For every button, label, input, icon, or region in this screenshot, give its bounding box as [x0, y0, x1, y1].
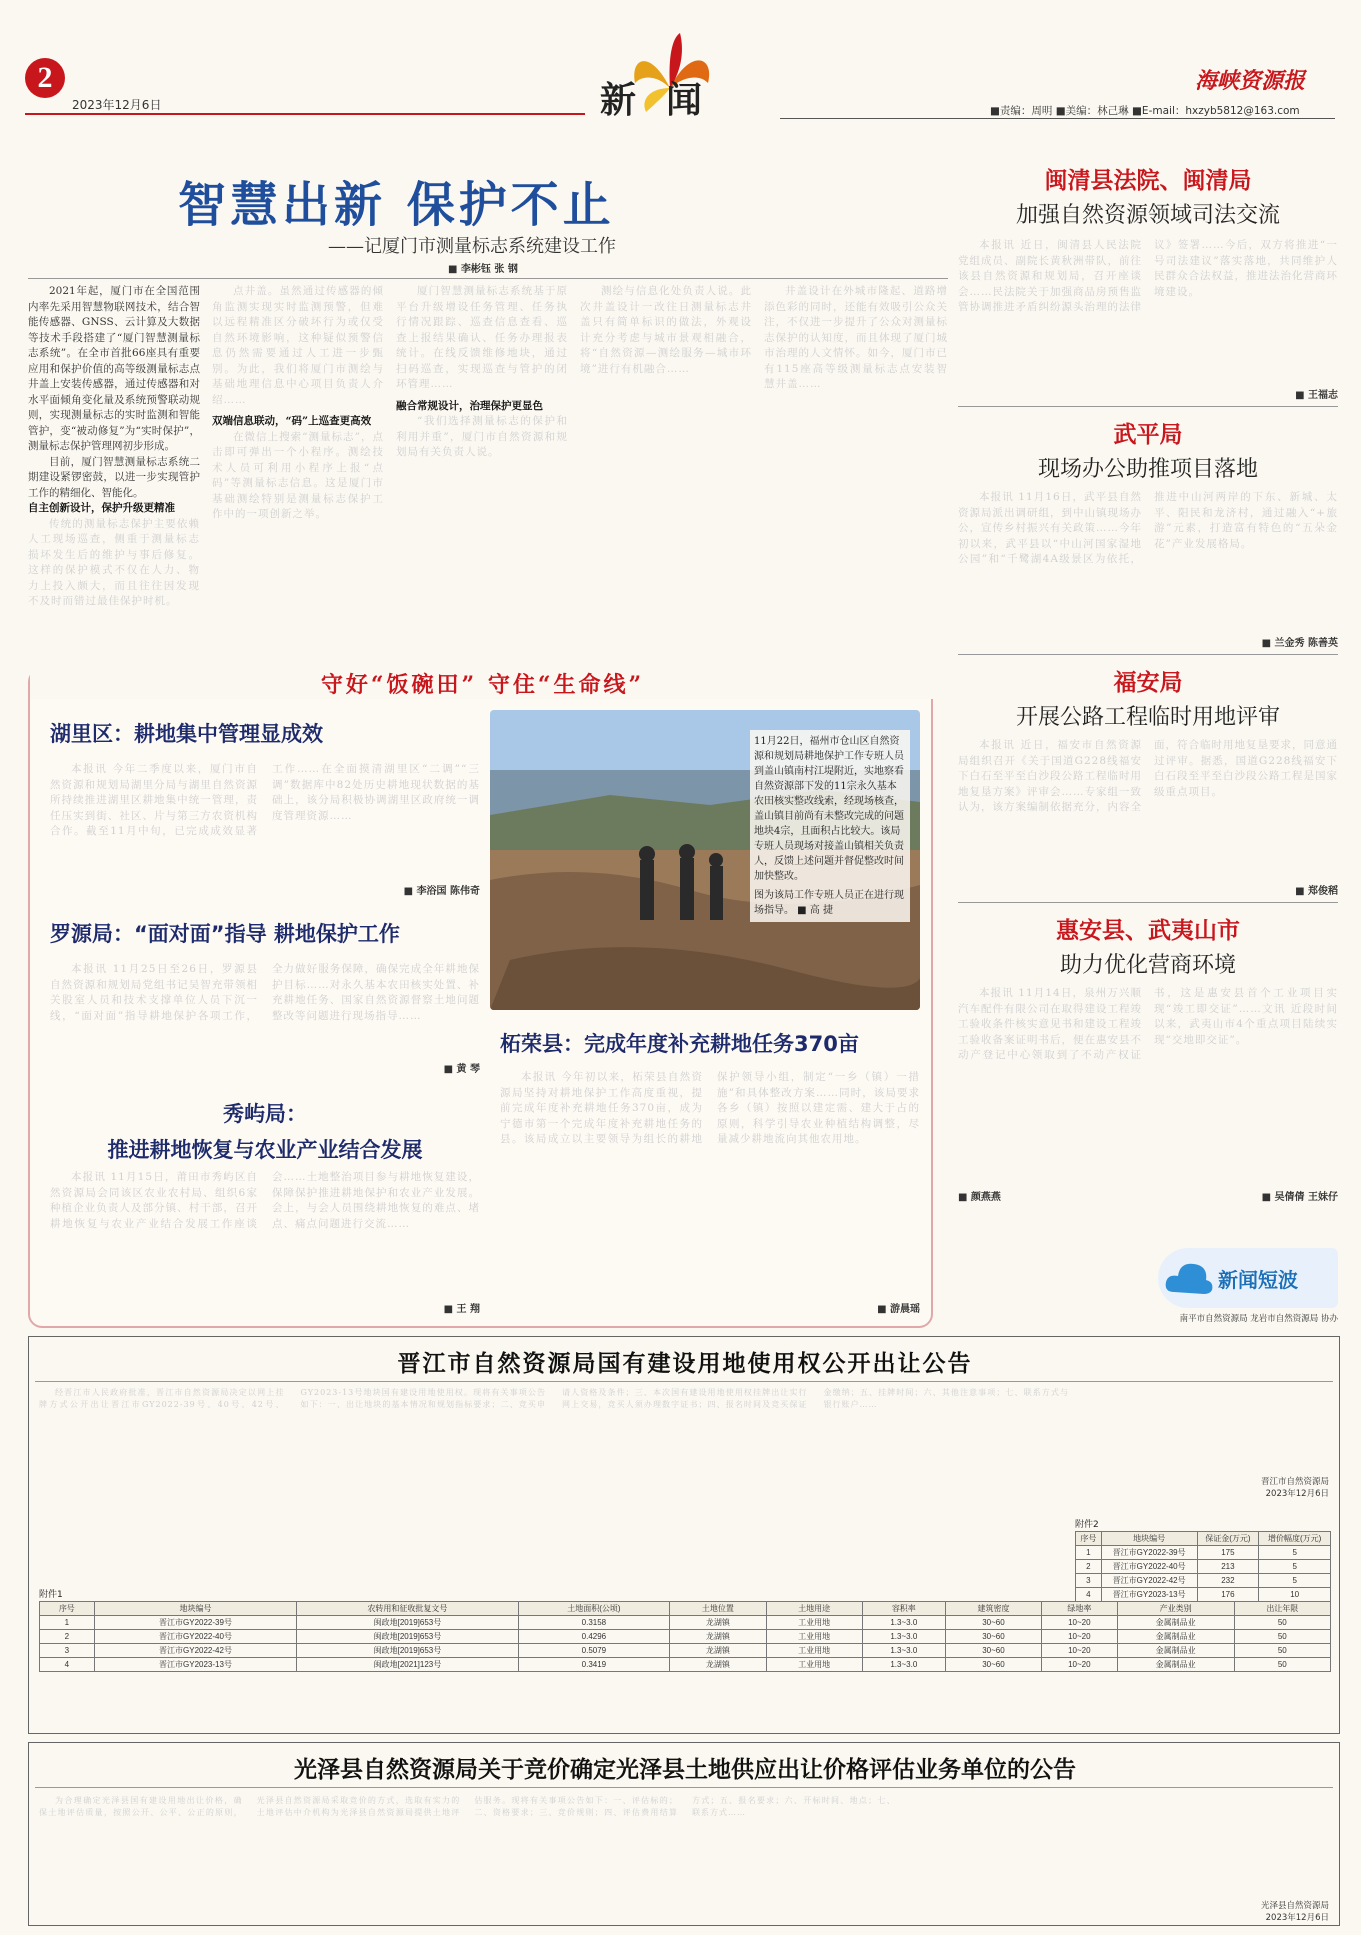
- xiuyu-title-line2: 推进耕地恢复与农业产业结合发展: [107, 1138, 423, 1162]
- table-cell: 3: [40, 1644, 95, 1658]
- attach1-th: 地块编号: [94, 1602, 297, 1616]
- table-row: [40, 1630, 1331, 1644]
- attach2-th: 保证金(万元): [1197, 1532, 1259, 1546]
- section-char-1: 新: [600, 79, 667, 121]
- article-d-byline: ■ 吴倩倩 王妹仔: [1261, 1192, 1338, 1203]
- attach1-th: 绿地率: [1042, 1602, 1117, 1616]
- main-col3-subhead: 融合常规设计，治理保护更显色: [396, 399, 543, 412]
- main-col-1: [28, 284, 200, 654]
- luoyuan-byline: ■ 黄 琴: [443, 1064, 480, 1075]
- photo-caption: [750, 730, 910, 922]
- table-cell: 50: [1234, 1644, 1330, 1658]
- table-cell: 232: [1197, 1574, 1259, 1588]
- article-c-subtitle: 开展公路工程临时用地评审: [1015, 705, 1280, 730]
- attach1-header-row: [40, 1602, 1331, 1616]
- article-a-title: 闽清县法院、闽清局: [1044, 167, 1252, 194]
- table-cell: 晋江市GY2022-40号: [1101, 1560, 1197, 1574]
- table-cell: 晋江市GY2023-13号: [1101, 1588, 1197, 1602]
- table-cell: 工业用地: [766, 1644, 862, 1658]
- table-cell: 龙湖镇: [670, 1658, 766, 1672]
- attach1-th: 容积率: [862, 1602, 945, 1616]
- table-cell: 30~60: [945, 1616, 1041, 1630]
- table-cell: 2: [40, 1630, 95, 1644]
- notice2-sign: [1159, 1899, 1329, 1923]
- right-rule-2: [958, 654, 1338, 655]
- notice1-sign-date: 2023年12月6日: [1265, 1489, 1329, 1499]
- table-cell: 5: [1259, 1574, 1331, 1588]
- table-cell: 1.3~3.0: [862, 1630, 945, 1644]
- table-cell: 0.4296: [518, 1630, 670, 1644]
- right-column: [958, 128, 1338, 1328]
- table-cell: 10~20: [1042, 1644, 1117, 1658]
- notice2-sign-org: 光泽县自然资源局: [1260, 1901, 1329, 1911]
- table-cell: 50: [1234, 1630, 1330, 1644]
- main-col-2: [212, 284, 384, 654]
- table-cell: 闽政地[2021]123号: [297, 1658, 518, 1672]
- main-col1-subhead: 自主创新设计，保护升级更精准: [28, 502, 175, 514]
- huli-body-filler: 本报讯 今年二季度以来，厦门市自然资源和规划局湖里分局与湖里自然资源所持续推进湖里区耕地集中统一管理，责任压实到街、社区、片与第三方农资机构合作。截至11月中旬，已完成成效显著工作……在全面摸清湖里区“二调”“三调”数据库中82处历史耕地现状数据的基础上，该分局积极协调湖里区政府统一调度管理资源……: [50, 763, 480, 837]
- editor-line: ■责编：周明 ■美编：林己琳 ■E-mail：hxzyb5812@163.com: [990, 105, 1300, 117]
- editor-rule: [780, 118, 1335, 119]
- brand-logo: 海峡资源报: [1195, 68, 1306, 94]
- article-b-title: 武平局: [1113, 421, 1183, 448]
- xiuyu-body: [50, 1170, 480, 1300]
- article-b-byline: ■ 兰金秀 陈善英: [1261, 638, 1338, 649]
- main-col2-filler: 点井盖。虽然通过传感器的倾角监测实现实时监测预警，但难以远程精准区分破坏行为或仅受自然环境影响，这种疑似预警信息仍然需要通过人工进一步甄别。为此，我们将厦门市测绘与基础地理信息中心项目负责人介绍……: [212, 285, 384, 406]
- article-a-byline: ■ 王福志: [1295, 390, 1338, 401]
- attach2-label: 附件2: [1075, 1520, 1099, 1530]
- article-d-subtitle: 助力优化营商环境: [1059, 953, 1236, 978]
- table-cell: 176: [1197, 1588, 1259, 1602]
- attach1-label: 附件1: [39, 1590, 63, 1600]
- table-cell: 213: [1197, 1560, 1259, 1574]
- article-a-body: [958, 238, 1338, 386]
- attach2-th: 地块编号: [1101, 1532, 1197, 1546]
- table-cell: 闽政地[2019]653号: [297, 1616, 518, 1630]
- article-d-filler: 本报讯 11月14日，泉州万兴顺汽车配件有限公司在取得建设工程竣工验收条件核实意见书和建设工程竣工验收备案证明书后，便在惠安县不动产登记中心领取到了不动产权证书，这是惠安县首个工业项目实现“竣工即交证”……文讯 近段时间以来，武夷山市4个重点项目陆续实现“交地即交证”。: [958, 987, 1338, 1061]
- attach2-th: 增价幅度(万元): [1259, 1532, 1331, 1546]
- main-title: 智慧出新 保护不止: [178, 177, 615, 233]
- article-d-byline-2: ■ 颜燕燕: [958, 1192, 1001, 1203]
- xiuyu-title: [50, 1098, 480, 1164]
- page-number-badge: 2: [25, 58, 65, 98]
- notice1-body-filler: 经晋江市人民政府批准，晋江市自然资源局决定以网上挂牌方式公开出让晋江市GY2022-39号、40号、42号、GY2023-13号地块国有建设用地使用权。现将有关事项公告如下：一、出让地块的基本情况和规划指标要求；二、竞买申请人资格及条件；三、本次国有建设用地使用权挂牌出让实行网上交易，竞买人须办理数字证书；四、报名时间及竞买保证金缴纳；五、挂牌时间；六、其他注意事项；七、联系方式与银行账户……: [39, 1388, 1069, 1409]
- luoyuan-body: [50, 962, 480, 1058]
- table-cell: 1: [40, 1616, 95, 1630]
- table-cell: 晋江市GY2022-40号: [94, 1630, 297, 1644]
- main-col3-filler-b: “我们选择测量标志的保护和利用并重”，厦门市自然资源和规划局有关负责人说。: [396, 415, 568, 458]
- table-cell: 晋江市GY2022-39号: [1101, 1546, 1197, 1560]
- section-char-2: 闻: [666, 79, 733, 121]
- table-cell: 30~60: [945, 1658, 1041, 1672]
- table-cell: 晋江市GY2022-42号: [94, 1644, 297, 1658]
- attach1-th: 土地面积(公顷): [518, 1602, 670, 1616]
- table-cell: 10: [1259, 1588, 1331, 1602]
- notice-guangze: [28, 1742, 1340, 1926]
- attach1-th: 建筑密度: [945, 1602, 1041, 1616]
- section-name: [600, 72, 732, 123]
- main-col1-filler: 传统的测量标志保护主要依赖人工现场巡查，侧重于测量标志损坏发生后的维护与事后修复。这样的保护模式不仅在人力、物力上投入颇大，而且往往因发现不及时而错过最佳保护时机。: [28, 517, 200, 607]
- table-row: [40, 1616, 1331, 1630]
- table-cell: 5: [1259, 1546, 1331, 1560]
- article-a-subtitle: 加强自然资源领域司法交流: [1015, 203, 1280, 228]
- table-cell: 175: [1197, 1546, 1259, 1560]
- table-cell: 10~20: [1042, 1616, 1117, 1630]
- table-cell: 5: [1259, 1560, 1331, 1574]
- notice1-sign: [1159, 1475, 1329, 1499]
- main-col3-filler: 厦门智慧测量标志系统基于原平台升级增设任务管理、任务执行情况跟踪、巡查信息查看、巡查上报结果确认、任务办理报表统计。在线反馈维修地块，通过扫码巡查，实现巡查与管护的闭环管理……: [396, 285, 568, 390]
- table-cell: 0.5079: [518, 1644, 670, 1658]
- xiuyu-body-filler: 本报讯 11月15日，莆田市秀屿区自然资源局会同该区农业农村局、组织6家种植企业负责人及部分镇、村干部，召开耕地恢复与农业产业结合发展工作座谈会……土地整治项目参与耕地恢复建设，保障保护推进耕地保护和农业产业发展。会上，与会人员围绕耕地恢复的难点、堵点、痛点问题进行交流……: [50, 1171, 480, 1230]
- notice2-title-rule: [35, 1787, 1333, 1788]
- main-col1-para2: 目前，厦门智慧测量标志系统二期建设紧锣密鼓，以进一步实现管护工作的精细化、智能化。: [28, 455, 200, 499]
- attach1-th: 产业类别: [1117, 1602, 1234, 1616]
- table-row: [40, 1658, 1331, 1672]
- table-cell: 工业用地: [766, 1658, 862, 1672]
- main-col5-filler: 井盖设计在外城市隆起、道路增添色彩的同时，还能有效吸引公众关注，不仅进一步提升了公众对测量标志保护的认知度，而且体现了厦门城市治理的人文情怀。如今，厦门市已有115座高等级测量标志点安装智慧井盖……: [764, 285, 948, 390]
- right-rule-3: [958, 902, 1338, 903]
- main-col-5: [764, 284, 948, 654]
- attach1-th: 农转用和征收批复文号: [297, 1602, 518, 1616]
- huli-title: 湖里区：耕地集中管理显成效: [50, 722, 323, 746]
- table-cell: 4: [1076, 1588, 1102, 1602]
- table-cell: 工业用地: [766, 1616, 862, 1630]
- main-col2-filler-b: 在微信上搜索“测量标志”，点击即可弹出一个小程序。测绘技术人员可利用小程序上报“点码”等测量标志信息。这是厦门市基础测绘特别是测量标志保护工作中的一项创新之举。: [212, 430, 384, 520]
- table-cell: 1.3~3.0: [862, 1616, 945, 1630]
- article-d-title: 惠安县、武夷山市: [1056, 917, 1240, 944]
- table-cell: 晋江市GY2022-42号: [1101, 1574, 1197, 1588]
- notice2-body: [39, 1795, 1331, 1901]
- table-cell: 金属制品业: [1117, 1616, 1234, 1630]
- main-col2-subhead: 双端信息联动，“码”上巡查更高效: [212, 415, 372, 427]
- logo-caption: 南平市自然资源局 龙岩市自然资源局 协办: [1179, 1314, 1338, 1324]
- table-row: [1076, 1560, 1331, 1574]
- luoyuan-title: 罗源局：“面对面”指导 耕地保护工作: [50, 922, 400, 946]
- table-cell: 4: [40, 1658, 95, 1672]
- main-col4-filler: 测绘与信息化处负责人说。此次井盖设计一改往日测量标志井盖只有简单标识的做法，外观设计充分考虑与城市景观相融合，将“自然资源—测绘服务—城市环境”进行有机融合……: [580, 285, 752, 375]
- table-cell: 50: [1234, 1616, 1330, 1630]
- table-cell: 2: [1076, 1560, 1102, 1574]
- logo-text: 新闻短波: [1218, 1268, 1298, 1292]
- zherong-body-filler: 本报讯 今年初以来，柘荣县自然资源局坚持对耕地保护工作高度重视，提前完成年度补充耕地任务370亩，成为宁德市第一个完成年度补充耕地任务的县。该局成立以主要领导为组长的耕地保护领导小组，制定“一乡（镇）一措施”和具体整改方案……同时，该局要求各乡（镇）按照以建定需、建大于占的原则，科学引导农业种植结构调整，尽量减少耕地流向其他农用地。: [500, 1071, 920, 1145]
- table-cell: 工业用地: [766, 1630, 862, 1644]
- article-b-body: [958, 490, 1338, 634]
- zherong-body: [500, 1070, 920, 1300]
- article-c-body: [958, 738, 1338, 882]
- table-cell: 30~60: [945, 1630, 1041, 1644]
- notice2-sign-date: 2023年12月6日: [1265, 1913, 1329, 1923]
- table-cell: 闽政地[2019]653号: [297, 1644, 518, 1658]
- attach1-th: 序号: [40, 1602, 95, 1616]
- table-cell: 金属制品业: [1117, 1658, 1234, 1672]
- news-shortwave-logo: [1158, 1248, 1338, 1308]
- huli-byline: ■ 李浴国 陈伟奇: [403, 886, 480, 897]
- table-cell: 1.3~3.0: [862, 1644, 945, 1658]
- attach1-th: 土地用途: [766, 1602, 862, 1616]
- photo-caption-text: 11月22日，福州市仓山区自然资源和规划局耕地保护工作专班人员到盖山镇南村江堤附近，实地察看自然资源部下发的11宗永久基本农田核实整改线索，经现场核查，盖山镇目前尚有未整改完成的问题地块4宗，且面积占比较大。该局专班人员现场对接盖山镇相关负责人，反馈上述问题并督促整改时间加快整改。: [754, 736, 904, 882]
- zherong-byline: ■ 游晨瑶: [877, 1304, 920, 1315]
- cloud-icon: [1164, 1256, 1214, 1300]
- table-row: [1076, 1588, 1331, 1602]
- table-cell: 50: [1234, 1658, 1330, 1672]
- table-cell: 0.3419: [518, 1658, 670, 1672]
- main-col1-para: 2021年起，厦门市在全国范围内率先采用智慧物联网技术，结合智能传感器、GNSS、云计算及大数据等技术手段搭建了“厦门智慧测量标志系统”。在全市首批66座具有重要应用和保护价值的高等级测量标志点井盖上安装传感器，通过传感器和对水平面倾角变化量及系统预警联动规则，实现测量标志的实时监测和智能管护，变“被动修复”为“实时保护”，测量标志保护管理网初步形成。: [28, 285, 200, 452]
- huli-body: [50, 762, 480, 882]
- article-c-title: 福安局: [1113, 669, 1183, 696]
- table-cell: 10~20: [1042, 1630, 1117, 1644]
- table-cell: 0.3158: [518, 1616, 670, 1630]
- xiuyu-title-line1: 秀屿局：: [223, 1102, 307, 1126]
- table-cell: 1.3~3.0: [862, 1658, 945, 1672]
- notice2-body-filler: 为合理确定光泽县国有建设用地出让价格，确保土地评估质量，按照公开、公平、公正的原则，光泽县自然资源局采取竞价的方式，选取有实力的土地评估中介机构为光泽县自然资源局提供土地评估服务。现将有关事项公告如下：一、评估标的；二、资格要求；三、竞价规则；四、评估费用结算方式；五、报名要求；六、开标时间、地点；七、联系方式……: [39, 1796, 896, 1817]
- attach1-th: 土地位置: [670, 1602, 766, 1616]
- article-c-byline: ■ 郑俊稻: [1295, 886, 1338, 897]
- attach1-table: [39, 1601, 1331, 1672]
- table-cell: 龙湖镇: [670, 1644, 766, 1658]
- main-subtitle: ——记厦门市测量标志系统建设工作: [328, 236, 616, 257]
- notice1-title: 晋江市自然资源局国有建设用地使用权公开出让公告: [397, 1350, 973, 1377]
- feature-banner: 守好“饭碗田” 守住“生命线”: [30, 668, 935, 699]
- feature-box: [28, 668, 933, 1328]
- table-row: [1076, 1546, 1331, 1560]
- article-b-filler: 本报讯 11月16日，武平县自然资源局派出调研组，到中山镇现场办公，宣传乡村振兴有关政策……今年初以来，武平县以“中山河国家湿地公园”和“千鹭湖4A级景区为依托，推进中山河两岸的下东、新城、太平、阳民和龙济村，通过融入“+旅游”元素，打造富有特色的“五朵金花”产业发展格局。: [958, 491, 1338, 565]
- zherong-title: 柘荣县：完成年度补充耕地任务370亩: [500, 1032, 859, 1056]
- table-cell: 龙湖镇: [670, 1616, 766, 1630]
- table-row: [1076, 1574, 1331, 1588]
- article-d-body: [958, 986, 1338, 1186]
- notice2-title: 光泽县自然资源局关于竞价确定光泽县土地供应出让价格评估业务单位的公告: [294, 1756, 1076, 1783]
- article-b-subtitle: 现场办公助推项目落地: [1037, 457, 1258, 482]
- table-cell: 3: [1076, 1574, 1102, 1588]
- article-a-filler: 本报讯 近日，闽清县人民法院党组成员、副院长黄秋洲带队，前往该县自然资源和规划局，召开座谈会……民法院关于加强商品房预售监管协调推进矛盾纠纷源头治理的法律议》签署……今后，双方将推进“一号司法建议”落实落地，共同维护人民群众合法权益，推进法治化营商环境建设。: [958, 239, 1338, 313]
- photo-credit: 图为该局工作专班人员正在进行现场指导。 ■ 高 捷: [754, 890, 904, 916]
- table-cell: 30~60: [945, 1644, 1041, 1658]
- attach2-th: 序号: [1076, 1532, 1102, 1546]
- luoyuan-body-filler: 本报讯 11月25日至26日，罗源县自然资源和规划局党组书记吴智充带领相关股室人员和技术支撑单位人员下沉一线，“面对面”指导耕地保护各项工作，全力做好服务保障，确保完成全年耕地保护目标……对永久基本农田核实处置、补充耕地任务、国家自然资源督察土地问题整改等问题进行现场指导……: [50, 963, 480, 1022]
- table-row: [40, 1644, 1331, 1658]
- article-c-filler: 本报讯 近日，福安市自然资源局组织召开《关于国道G228线福安下白石至平至白沙段公路工程临时用地复垦方案》评审会……专家组一致认为，该方案编制依据充分，内容全面，符合临时用地复垦要求，同意通过评审。据悉，国道G228线福安下白石段至平至白沙段公路工程是国家级重点项目。: [958, 739, 1338, 813]
- table-cell: 金属制品业: [1117, 1630, 1234, 1644]
- main-col-4: [580, 284, 752, 654]
- attach2-header-row: [1076, 1532, 1331, 1546]
- main-col-3: [396, 284, 568, 654]
- attach1-th: 出让年限: [1234, 1602, 1330, 1616]
- main-title-rule: [28, 278, 948, 279]
- table-cell: 金属制品业: [1117, 1644, 1234, 1658]
- notice-jinjiang: [28, 1336, 1340, 1734]
- table-cell: 晋江市GY2022-39号: [94, 1616, 297, 1630]
- masthead: [0, 0, 1361, 121]
- date-rule: [25, 113, 585, 115]
- notice1-body: [39, 1387, 1069, 1583]
- table-cell: 10~20: [1042, 1658, 1117, 1672]
- main-byline: ■ 李彬钰 张 钢: [448, 264, 518, 275]
- table-cell: 龙湖镇: [670, 1630, 766, 1644]
- issue-date: 2023年12月6日: [72, 98, 162, 112]
- table-cell: 闽政地[2019]653号: [297, 1630, 518, 1644]
- xiuyu-byline: ■ 王 翔: [443, 1304, 480, 1315]
- notice1-sign-org: 晋江市自然资源局: [1260, 1477, 1329, 1487]
- table-cell: 1: [1076, 1546, 1102, 1560]
- right-rule-1: [958, 406, 1338, 407]
- attach2-table: [1075, 1531, 1331, 1602]
- notice1-title-rule: [35, 1381, 1333, 1382]
- main-article: [28, 128, 948, 660]
- table-cell: 晋江市GY2023-13号: [94, 1658, 297, 1672]
